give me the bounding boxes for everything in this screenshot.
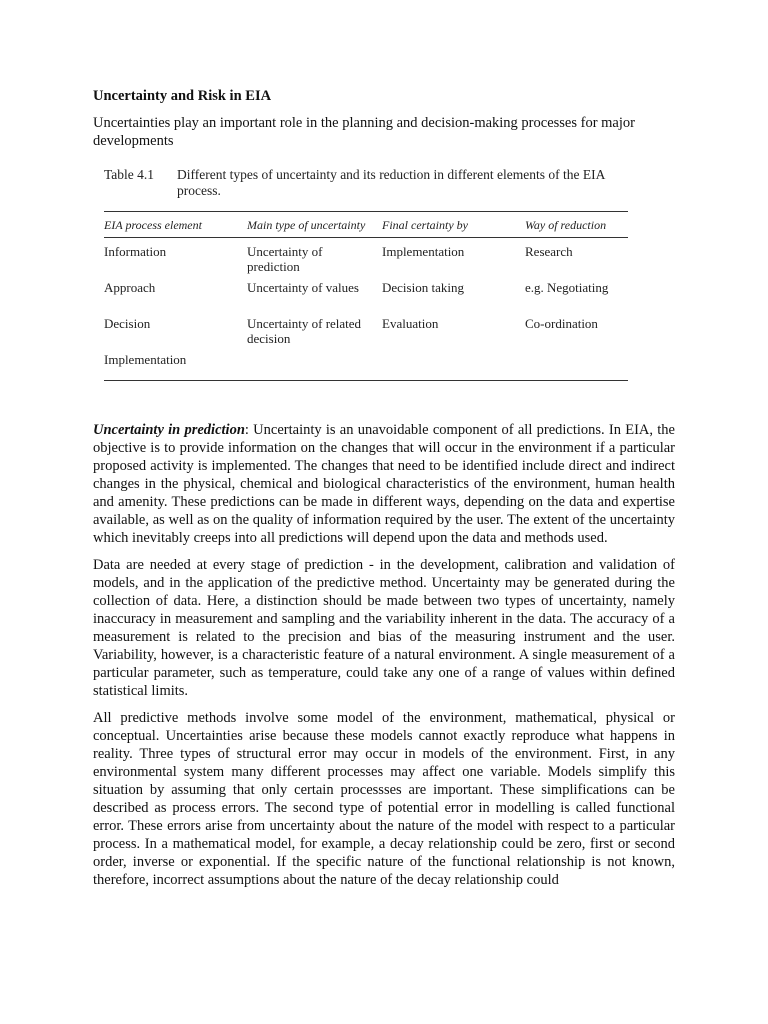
document-header	[93, 86, 675, 150]
table-header-cell: Main type of uncertainty	[247, 218, 366, 232]
paragraph-models: All predictive methods involve some model of the environment, mathematical, physical or conceptual. Uncertainties arise because these models cannot exactly reproduce what happens in reality. Three types of structural error may occur in models of the environment. First, in any environmental system many different processes may affect one variable. Models simplify this situation by assuming that only certain processses are important. These simplifications can be described as process errors. The second type of potential error in modelling is called functional error. These errors arise from uncertainty about the nature of the model with respect to a particular process. In a mathematical model, for example, a decay relationship could be zero, first or second order, inverse or exponential. If the specific nature of the functional relationship is not known, therefore, incorrect assumptions about the nature of the decay relationship could	[93, 710, 675, 888]
uncertainty-table	[104, 167, 628, 381]
table-row	[104, 346, 628, 380]
table-cell: Decision taking	[382, 280, 464, 295]
table-caption-text: Different types of uncertainty and its reduction in different elements of the EIA process.	[177, 167, 605, 198]
table-header-cell: Way of reduction	[525, 218, 607, 232]
table-row	[104, 274, 628, 310]
paragraph-data: Data are needed at every stage of prediction - in the development, calibration and validation of models, and in the application of the predictive method. Uncertainty may be generated during the collection of data. Here, a distinction should be made between two types of uncertainty, namely inaccuracy in measurement and sampling and the variability inherent in the data. The accuracy of a measurement is related to the precision and bias of the measuring instrument and the user. Variability, however, is a characteristic feature of a natural environment. A single measurement of a particular parameter, such as temperature, could take any one of a range of values within defined statistical limits.	[93, 557, 675, 699]
table-cell: Approach	[104, 280, 156, 295]
intro-paragraph: Uncertainties play an important role in the planning and decision-making processes for major developments	[93, 115, 635, 149]
paragraph-text: : Uncertainty is an unavoidable component of all predictions. In EIA, the objective is to provide information on the changes that will occur in the environment if a particular proposed activity is implemented. The changes that need to be identified include direct and indirect changes in the physical, chemical and biological characteristics of the environment, human health and amenity. These predictions can be made in different ways, depending on the data and expertise available, as well as on the quality of information required by the user. The extent of the uncertainty which inevitably creeps into all predictions will depend upon the data and methods used.	[93, 422, 675, 546]
table-header-cell: Final certainty by	[382, 218, 468, 232]
table-header-cell: EIA process element	[104, 218, 202, 232]
paragraph-prediction	[93, 421, 675, 547]
table-cell: Information	[104, 244, 167, 259]
table-cell: Research	[525, 244, 573, 259]
table-cell	[247, 352, 382, 376]
table-caption	[104, 167, 628, 199]
table-bottom-rule	[104, 380, 628, 381]
table-cell: Uncertainty of prediction	[247, 244, 323, 274]
paragraph-lead: Uncertainty in prediction	[93, 422, 245, 438]
document-heading: Uncertainty and Risk in EIA	[93, 88, 272, 104]
table-header-row	[104, 212, 628, 237]
table-row	[104, 238, 628, 274]
table-cell: Implementation	[382, 244, 465, 259]
table-cell: Co-ordination	[525, 316, 598, 331]
table-cell	[382, 352, 525, 376]
table-row	[104, 310, 628, 346]
table-number: Table 4.1	[104, 167, 155, 182]
table-cell	[525, 352, 628, 376]
table-cell: Decision	[104, 316, 151, 331]
table-cell: Implementation	[104, 352, 187, 367]
table-cell: e.g. Negotiating	[525, 280, 609, 295]
table-cell: Uncertainty of values	[247, 280, 359, 295]
body-text	[93, 421, 675, 898]
table-cell: Uncertainty of related decision	[247, 316, 362, 346]
table-cell: Evaluation	[382, 316, 439, 331]
